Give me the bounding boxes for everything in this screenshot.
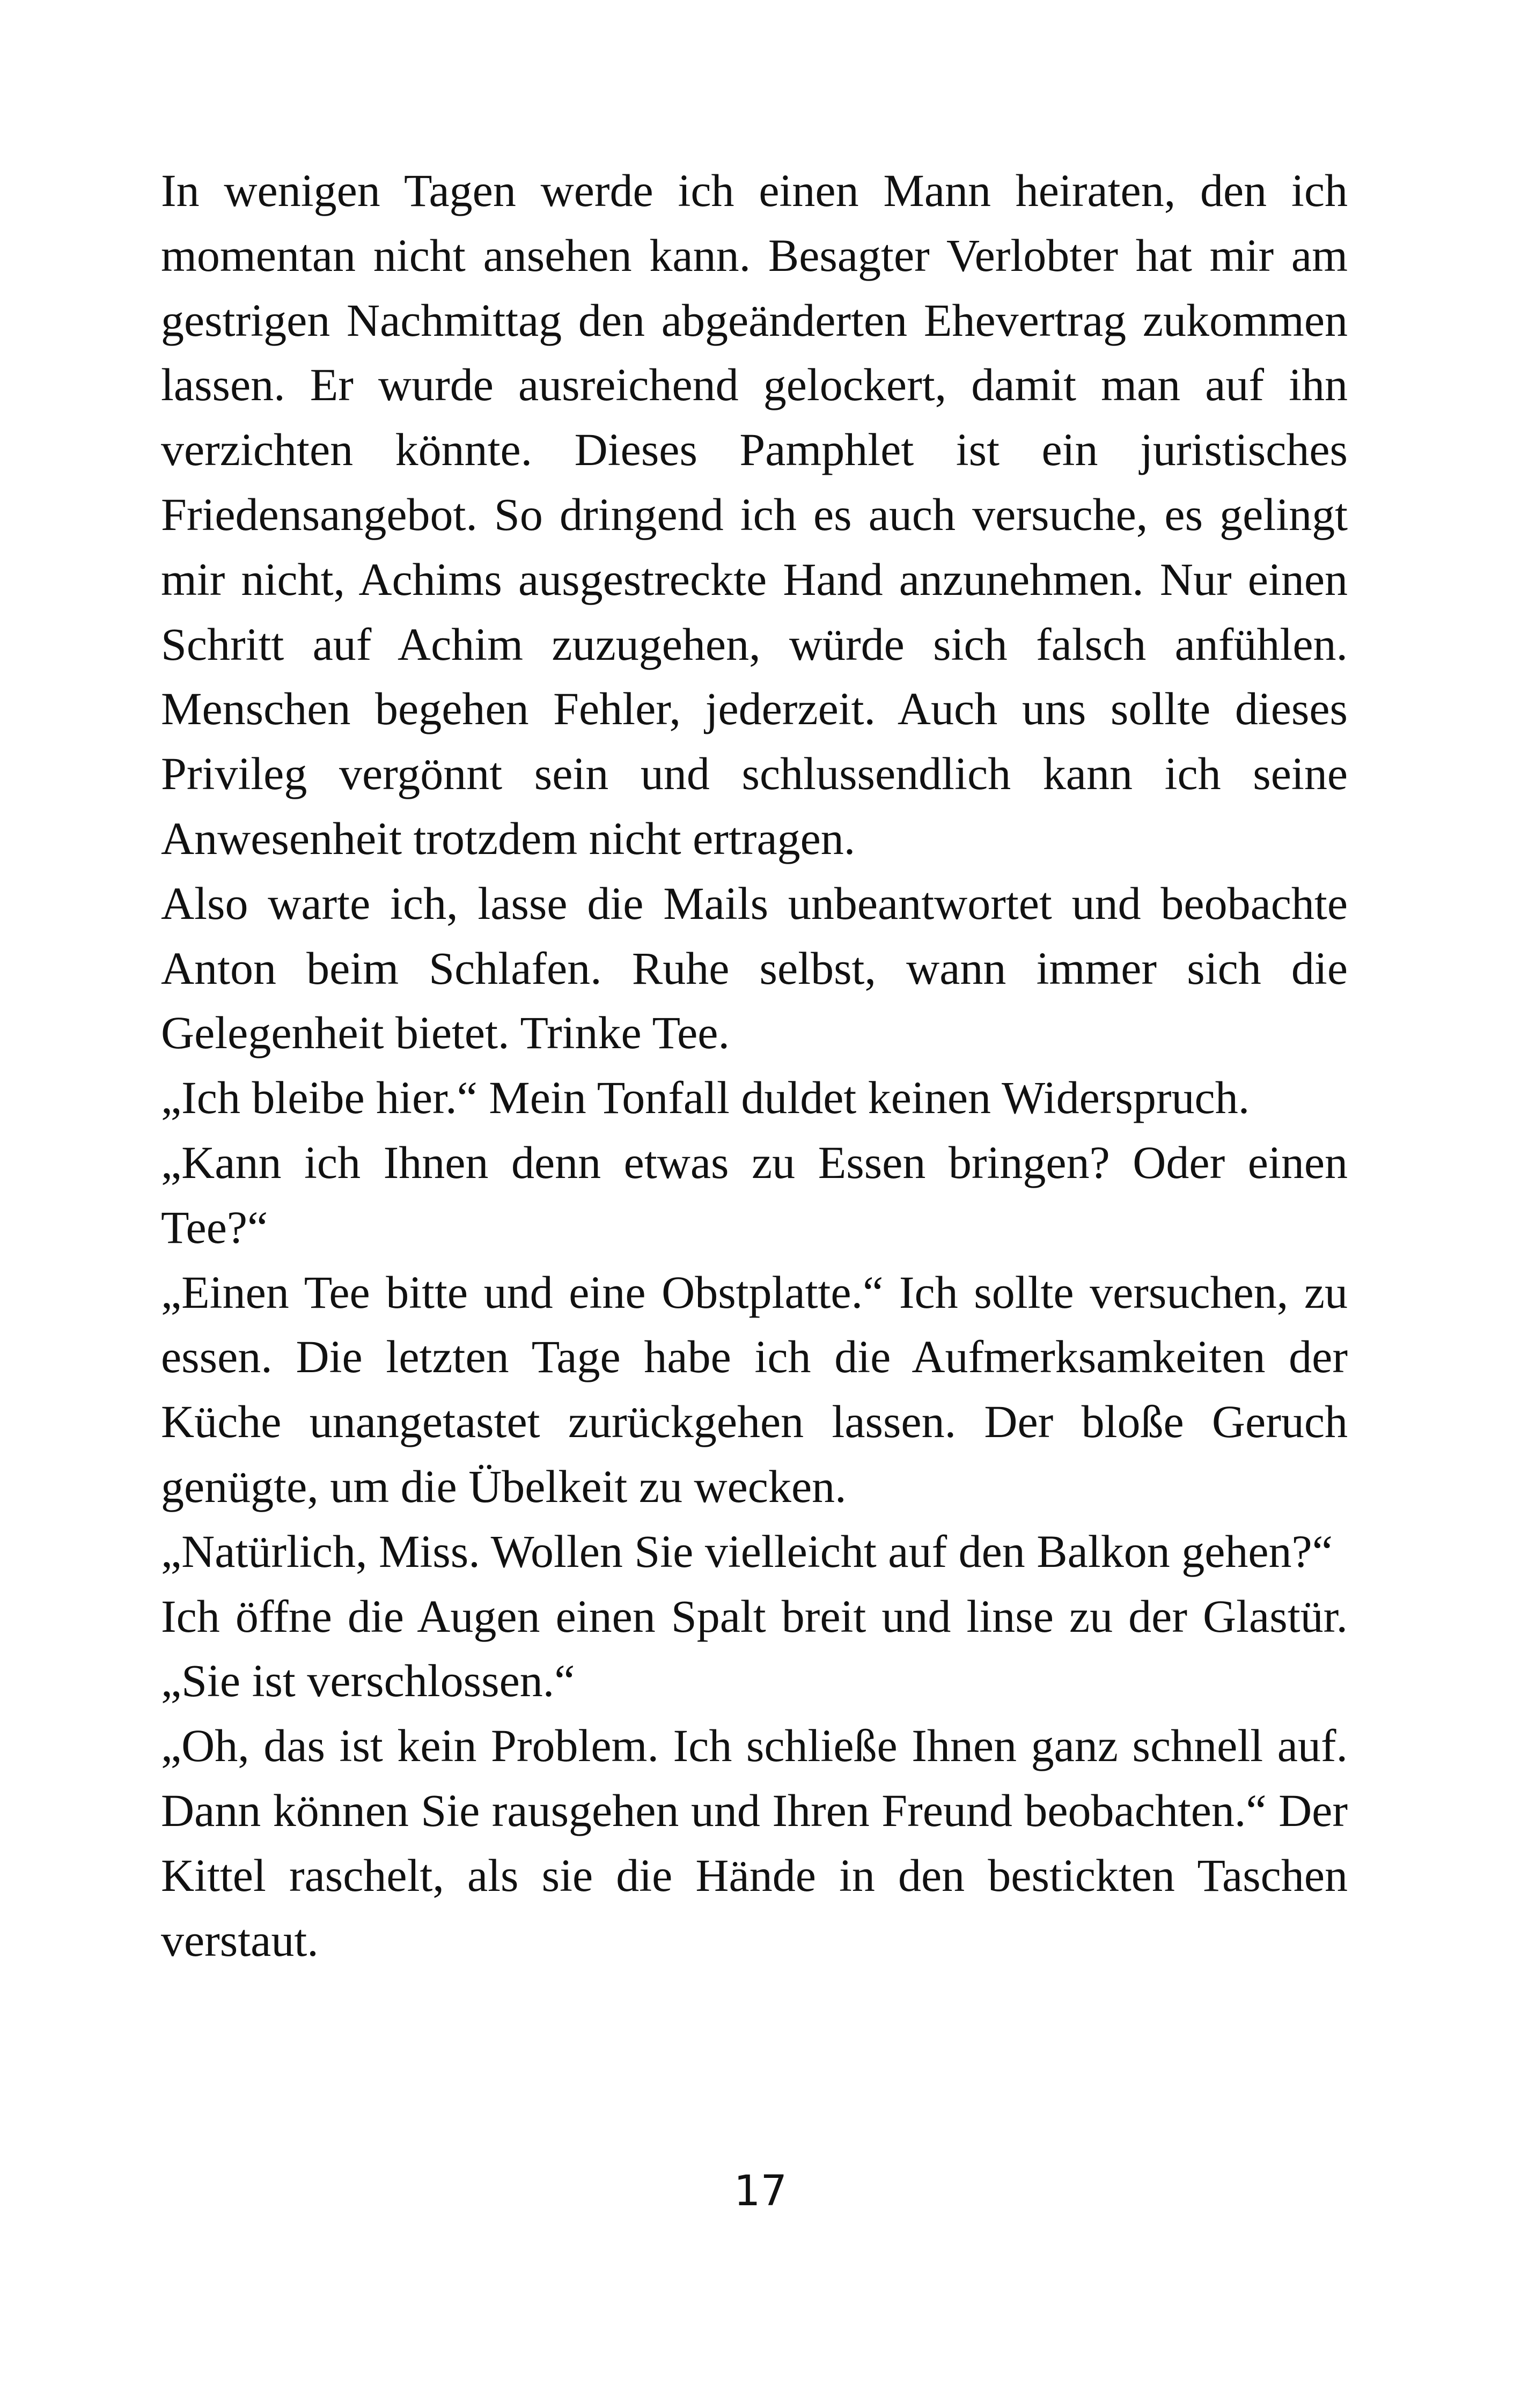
paragraph: Also warte ich, lasse die Mails unbeantwortet und beobachte Anton beim Schlafen. Ruhe selbst, wann immer sich die Gelegenheit bietet. Trinke Tee.: [161, 877, 1348, 1059]
paragraph: „Einen Tee bitte und eine Obstplatte.“ Ich sollte versuchen, zu essen. Die letzten Tage habe ich die Aufmerksamkeiten der Küche unangetastet zurückgehen lassen. Der bloße Geruch genügte, um die Übelkeit zu wecken.: [161, 1266, 1348, 1512]
paragraph: „Kann ich Ihnen denn etwas zu Essen bringen? Oder einen Tee?“: [161, 1136, 1348, 1253]
page-number: 17: [733, 2167, 788, 2215]
paragraph: „Oh, das ist kein Problem. Ich schließe Ihnen ganz schnell auf. Dann können Sie rausgehen und Ihren Freund beobachten.“ Der Kittel raschelt, als sie die Hände in den bestickten Taschen verstaut.: [161, 1720, 1348, 1966]
paragraph: In wenigen Tagen werde ich einen Mann heiraten, den ich momentan nicht ansehen kann. Besagter Verlobter hat mir am gestrigen Nachmittag den abgeänderten Ehevertrag zukommen lassen. Er wurde ausreichend gelockert, damit man auf ihn verzichten könnte. Dieses Pamphlet ist ein juristisches Friedensangebot. So dringend ich es auch versuche, es gelingt mir nicht, Achims ausgestreckte Hand anzunehmen. Nur einen Schritt auf Achim zuzugehen, würde sich falsch anfühlen. Menschen begehen Fehler, jederzeit. Auch uns sollte dieses Privileg vergönnt sein und schlussendlich kann ich seine Anwesenheit trotzdem nicht ertragen.: [161, 165, 1348, 864]
paragraph: Ich öffne die Augen einen Spalt breit und linse zu der Glastür. „Sie ist verschlossen.“: [161, 1590, 1348, 1707]
body-text: [161, 158, 1348, 1972]
paragraph: „Ich bleibe hier.“ Mein Tonfall duldet keinen Widerspruch.: [161, 1072, 1250, 1124]
paragraph: „Natürlich, Miss. Wollen Sie vielleicht auf den Balkon gehen?“: [161, 1525, 1333, 1577]
